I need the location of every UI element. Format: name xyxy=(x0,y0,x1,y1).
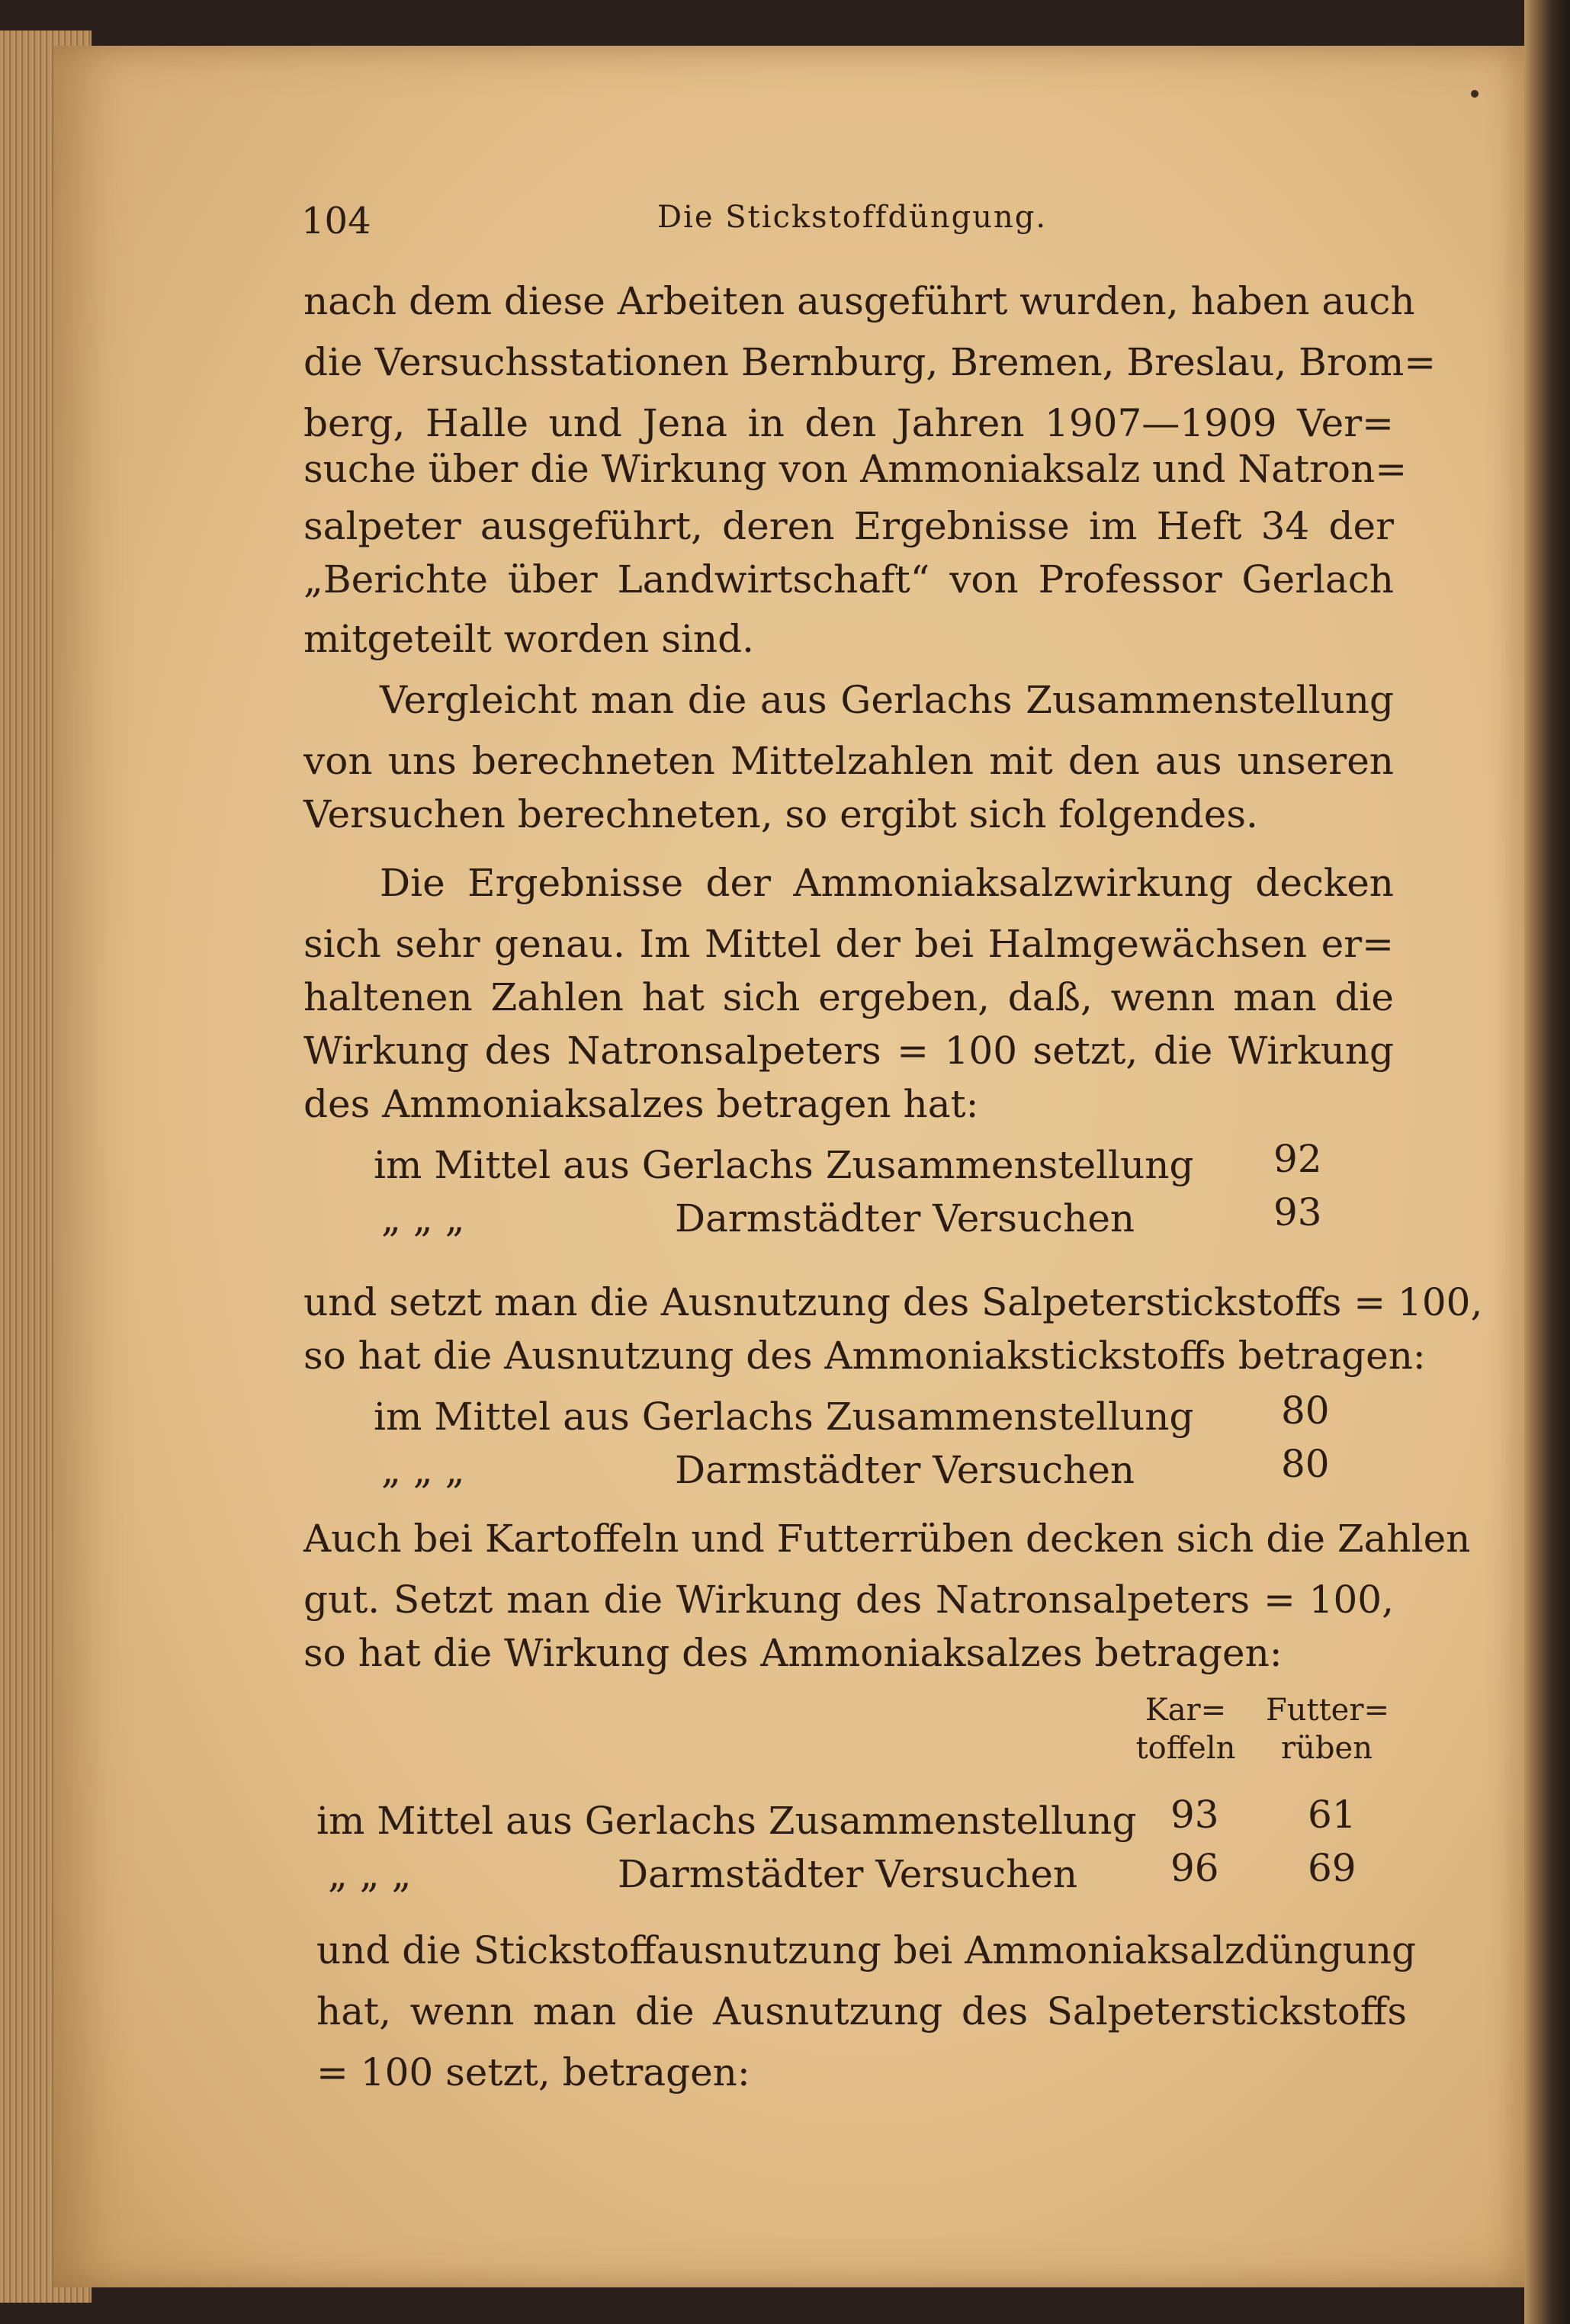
running-title: Die Stickstoffdüngung. xyxy=(657,200,1048,235)
table2-row-value: 80 xyxy=(1281,1442,1330,1486)
table3-row-label: Darmstädter Versuchen xyxy=(618,1852,1078,1896)
text-line: Die Ergebnisse der Ammoniaksalzwirkung decken xyxy=(380,861,1394,905)
text-line: Wirkung des Natronsalpeters = 100 setzt, die Wirkung xyxy=(303,1029,1394,1073)
column-header-line: Kar= xyxy=(1145,1693,1227,1728)
text-line: und setzt man die Ausnutzung des Salpeterstickstoffs = 100, xyxy=(303,1280,1483,1324)
text-line: gut. Setzt man die Wirkung des Natronsalpeters = 100, xyxy=(303,1578,1394,1622)
ink-spot xyxy=(1471,90,1478,98)
ditto-marks: „ „ „ xyxy=(328,1852,412,1896)
text-line: von uns berechneten Mittelzahlen mit den aus unseren xyxy=(303,739,1394,783)
column-header-futterrueben xyxy=(1266,1691,1388,1767)
text-line: Vergleicht man die aus Gerlachs Zusammenstellung xyxy=(380,678,1394,722)
text-line: des Ammoniaksalzes betragen hat: xyxy=(303,1082,979,1126)
ditto-marks: „ „ „ xyxy=(381,1448,465,1492)
table3-value-kartoffeln: 96 xyxy=(1170,1846,1219,1890)
text-line: so hat die Wirkung des Ammoniaksalzes betragen: xyxy=(303,1631,1283,1675)
column-header-kartoffeln xyxy=(1129,1691,1243,1767)
text-line: hat, wenn man die Ausnutzung des Salpeterstickstoffs xyxy=(316,1989,1407,2034)
text-line: nach dem diese Arbeiten ausgeführt wurden, haben auch xyxy=(303,279,1415,323)
text-line: und die Stickstoffausnutzung bei Ammoniaksalzdüngung xyxy=(316,1928,1417,1973)
text-line: haltenen Zahlen hat sich ergeben, daß, wenn man die xyxy=(303,975,1394,1019)
table2-row-label: im Mittel aus Gerlachs Zusammenstellung xyxy=(374,1395,1194,1439)
text-line: Versuchen berechneten, so ergibt sich folgendes. xyxy=(303,792,1258,836)
table3-value-futterrueben: 69 xyxy=(1308,1846,1356,1890)
table2-row-label: Darmstädter Versuchen xyxy=(675,1448,1135,1492)
table3-value-kartoffeln: 93 xyxy=(1170,1793,1219,1837)
column-header-line: toffeln xyxy=(1135,1731,1236,1766)
text-line: berg, Halle und Jena in den Jahren 1907—1909 Ver= xyxy=(303,401,1394,445)
table1-row-value: 92 xyxy=(1273,1137,1322,1181)
text-line: mitgeteilt worden sind. xyxy=(303,617,754,661)
page-number: 104 xyxy=(301,200,371,242)
table3-row-label: im Mittel aus Gerlachs Zusammenstellung xyxy=(316,1799,1137,1843)
text-line: sich sehr genau. Im Mittel der bei Halmgewächsen er= xyxy=(303,922,1394,966)
text-line: Auch bei Kartoffeln und Futterrüben decken sich die Zahlen xyxy=(303,1517,1471,1561)
text-line: salpeter ausgeführt, deren Ergebnisse im Heft 34 der xyxy=(303,504,1394,548)
column-header-line: rüben xyxy=(1281,1731,1373,1766)
table2-row-value: 80 xyxy=(1281,1388,1330,1433)
table1-row-label: im Mittel aus Gerlachs Zusammenstellung xyxy=(374,1143,1194,1187)
text-line: = 100 setzt, betragen: xyxy=(316,2050,750,2094)
table1-row-label: Darmstädter Versuchen xyxy=(675,1196,1135,1241)
text-line: „Berichte über Landwirtschaft“ von Professor Gerlach xyxy=(303,557,1394,602)
book-cover-edge xyxy=(1524,0,1570,2324)
table3-value-futterrueben: 61 xyxy=(1308,1793,1356,1837)
text-line: die Versuchsstationen Bernburg, Bremen, Breslau, Brom= xyxy=(303,340,1437,384)
text-line: suche über die Wirkung von Ammoniaksalz und Natron= xyxy=(303,447,1408,491)
column-header-line: Futter= xyxy=(1266,1693,1389,1728)
ditto-marks: „ „ „ xyxy=(381,1196,465,1241)
text-line: so hat die Ausnutzung des Ammoniakstickstoffs betragen: xyxy=(303,1334,1426,1378)
table1-row-value: 93 xyxy=(1273,1190,1322,1234)
